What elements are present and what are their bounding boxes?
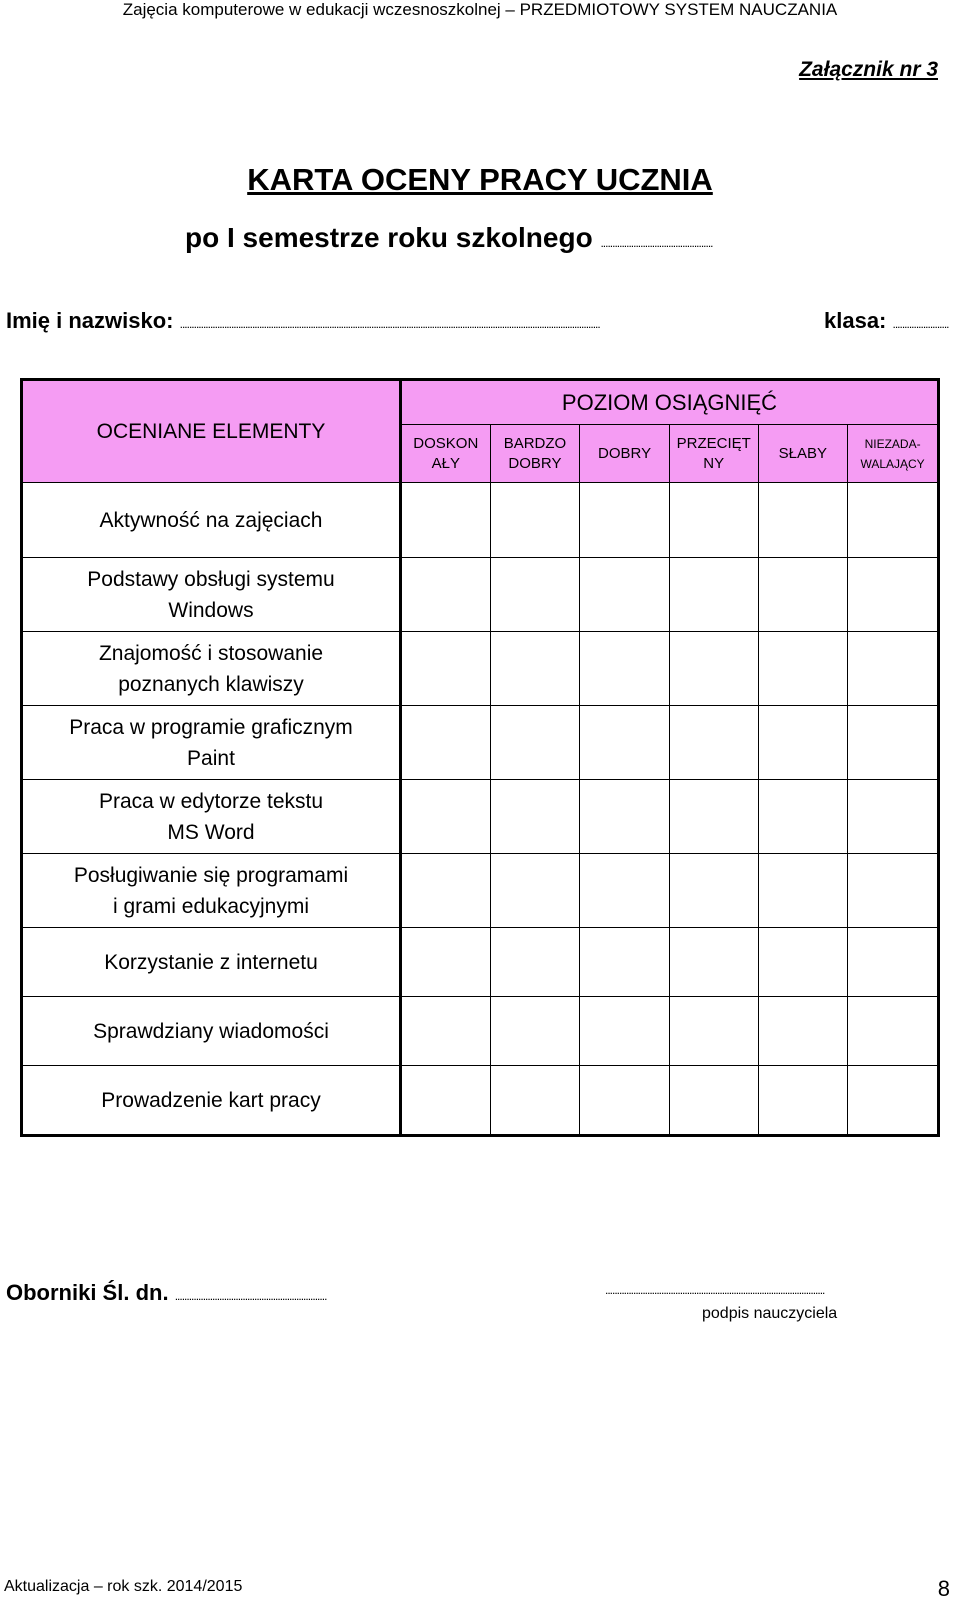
table-row [22, 928, 939, 997]
table-row [22, 558, 939, 632]
grade-header-line: NIEZADA- [864, 436, 921, 451]
grade-cell[interactable] [580, 706, 670, 780]
place-date-line [6, 1280, 326, 1306]
elements-header: OCENIANE ELEMENTY [22, 380, 401, 483]
element-label: poznanych klawiszy [118, 672, 304, 696]
grade-cell[interactable] [580, 854, 670, 928]
grade-header-insufficient [848, 425, 939, 483]
school-year-field[interactable]: ................................................ [600, 236, 713, 250]
grade-cell[interactable] [490, 483, 580, 558]
date-field[interactable]: ................................................................. [174, 1289, 327, 1303]
grade-cell[interactable] [400, 997, 490, 1066]
subtitle [185, 222, 712, 254]
grade-cell[interactable] [848, 632, 939, 706]
table-row [22, 997, 939, 1066]
grade-cell[interactable] [669, 780, 758, 854]
grade-cell[interactable] [758, 928, 848, 997]
grade-cell[interactable] [580, 928, 670, 997]
grade-cell[interactable] [400, 632, 490, 706]
grade-header-line: BARDZO [503, 434, 567, 452]
grade-header-line: WALAJĄCY [860, 456, 925, 471]
element-cell [22, 854, 401, 928]
grade-header-line: SŁABY [778, 444, 828, 462]
grade-cell[interactable] [580, 1066, 670, 1136]
element-label: Znajomość i stosowanie [98, 641, 324, 665]
grade-cell[interactable] [848, 1066, 939, 1136]
element-label: Windows [168, 598, 254, 622]
table-row [22, 854, 939, 928]
grade-cell[interactable] [669, 1066, 758, 1136]
grade-header-line: NY [703, 454, 725, 472]
page-number: 8 [937, 1576, 950, 1601]
element-label: Korzystanie z internetu [104, 950, 318, 974]
element-cell [22, 558, 401, 632]
grade-cell[interactable] [580, 997, 670, 1066]
grade-cell[interactable] [400, 483, 490, 558]
update-note: Aktualizacja – rok szk. 2014/2015 [4, 1578, 243, 1595]
subtitle-text: po I semestrze roku szkolnego [185, 222, 601, 253]
grade-cell[interactable] [400, 1066, 490, 1136]
grade-cell[interactable] [758, 632, 848, 706]
place-label: Oborniki Śl. dn. [6, 1280, 175, 1305]
grade-cell[interactable] [848, 854, 939, 928]
grade-cell[interactable] [758, 780, 848, 854]
grade-cell[interactable] [669, 558, 758, 632]
grade-cell[interactable] [490, 854, 580, 928]
grade-cell[interactable] [400, 780, 490, 854]
element-label: Podstawy obsługi systemu [87, 567, 335, 591]
element-label: Paint [187, 746, 235, 770]
grade-header-line: DOBRY [598, 444, 652, 462]
levels-header: POZIOM OSIĄGNIĘĆ [400, 380, 938, 425]
grade-header-good [580, 425, 670, 483]
grade-cell[interactable] [490, 1066, 580, 1136]
element-label: Sprawdziany wiadomości [93, 1019, 329, 1043]
signature-label: podpis nauczyciela [702, 1305, 838, 1322]
grade-rows [22, 483, 939, 1136]
grade-cell[interactable] [669, 483, 758, 558]
grade-cell[interactable] [669, 854, 758, 928]
grade-cell[interactable] [490, 632, 580, 706]
grade-cell[interactable] [490, 558, 580, 632]
table-row [22, 706, 939, 780]
grade-header-line: DOBRY [508, 454, 562, 472]
grade-cell[interactable] [490, 706, 580, 780]
grade-header-very-good [490, 425, 580, 483]
grade-cell[interactable] [400, 854, 490, 928]
grade-cell[interactable] [848, 997, 939, 1066]
element-label: Prowadzenie kart pracy [101, 1088, 321, 1112]
class-label: klasa: [824, 308, 893, 333]
element-cell [22, 483, 401, 558]
element-label: Praca w programie graficznym [69, 715, 353, 739]
element-cell [22, 1066, 401, 1136]
element-cell [22, 997, 401, 1066]
grade-cell[interactable] [580, 558, 670, 632]
grade-cell[interactable] [669, 632, 758, 706]
grade-cell[interactable] [580, 780, 670, 854]
element-label: Praca w edytorze tekstu [98, 789, 324, 813]
grade-cell[interactable] [848, 706, 939, 780]
grade-cell[interactable] [669, 997, 758, 1066]
grade-cell[interactable] [758, 706, 848, 780]
grade-header-average [669, 425, 758, 483]
element-cell [22, 780, 401, 854]
grade-cell[interactable] [848, 928, 939, 997]
element-label: Posługiwanie się programami [73, 863, 349, 887]
grade-table [20, 378, 940, 1137]
grade-cell[interactable] [490, 780, 580, 854]
grade-header-line: PRZECIĘT [676, 434, 751, 452]
grade-cell[interactable] [669, 706, 758, 780]
element-cell [22, 632, 401, 706]
grade-cell[interactable] [758, 483, 848, 558]
grade-cell[interactable] [400, 928, 490, 997]
page-title: KARTA OCENY PRACY UCZNIA [247, 162, 713, 197]
element-cell [22, 928, 401, 997]
student-name-field[interactable]: .................................................................................................................................................................................... [179, 317, 600, 331]
element-cell [22, 706, 401, 780]
grade-cell[interactable] [400, 706, 490, 780]
grade-header-excellent [400, 425, 490, 483]
grade-cell[interactable] [580, 483, 670, 558]
table-row [22, 780, 939, 854]
grade-cell[interactable] [490, 928, 580, 997]
grade-cell[interactable] [490, 997, 580, 1066]
element-label: Aktywność na zajęciach [99, 508, 323, 532]
table-row [22, 483, 939, 558]
student-name-line [6, 308, 600, 334]
class-field[interactable]: ........................ [892, 317, 949, 331]
grade-cell[interactable] [669, 928, 758, 997]
table-row [22, 632, 939, 706]
grade-cell[interactable] [848, 483, 939, 558]
student-name-label: Imię i nazwisko: [6, 308, 180, 333]
class-line [824, 308, 949, 334]
grade-cell[interactable] [758, 854, 848, 928]
table-row [22, 1066, 939, 1136]
element-label: i grami edukacyjnymi [112, 894, 310, 918]
running-header: Zajęcia komputerowe w edukacji wczesnoszkolnej – PRZEDMIOTOWY SYSTEM NAUCZANIA [122, 0, 838, 19]
grade-cell[interactable] [758, 1066, 848, 1136]
grade-header-line: DOSKON [413, 434, 479, 452]
signature-field[interactable]: .............................................................................................. [605, 1283, 825, 1297]
grade-cell[interactable] [758, 558, 848, 632]
grade-header-line: AŁY [431, 454, 460, 472]
grade-header-weak [758, 425, 848, 483]
element-label: MS Word [167, 820, 255, 844]
grade-cell[interactable] [400, 558, 490, 632]
annex-label: Załącznik nr 3 [799, 58, 938, 81]
grade-cell[interactable] [848, 558, 939, 632]
grade-cell[interactable] [758, 997, 848, 1066]
grade-cell[interactable] [580, 632, 670, 706]
grade-cell[interactable] [848, 780, 939, 854]
